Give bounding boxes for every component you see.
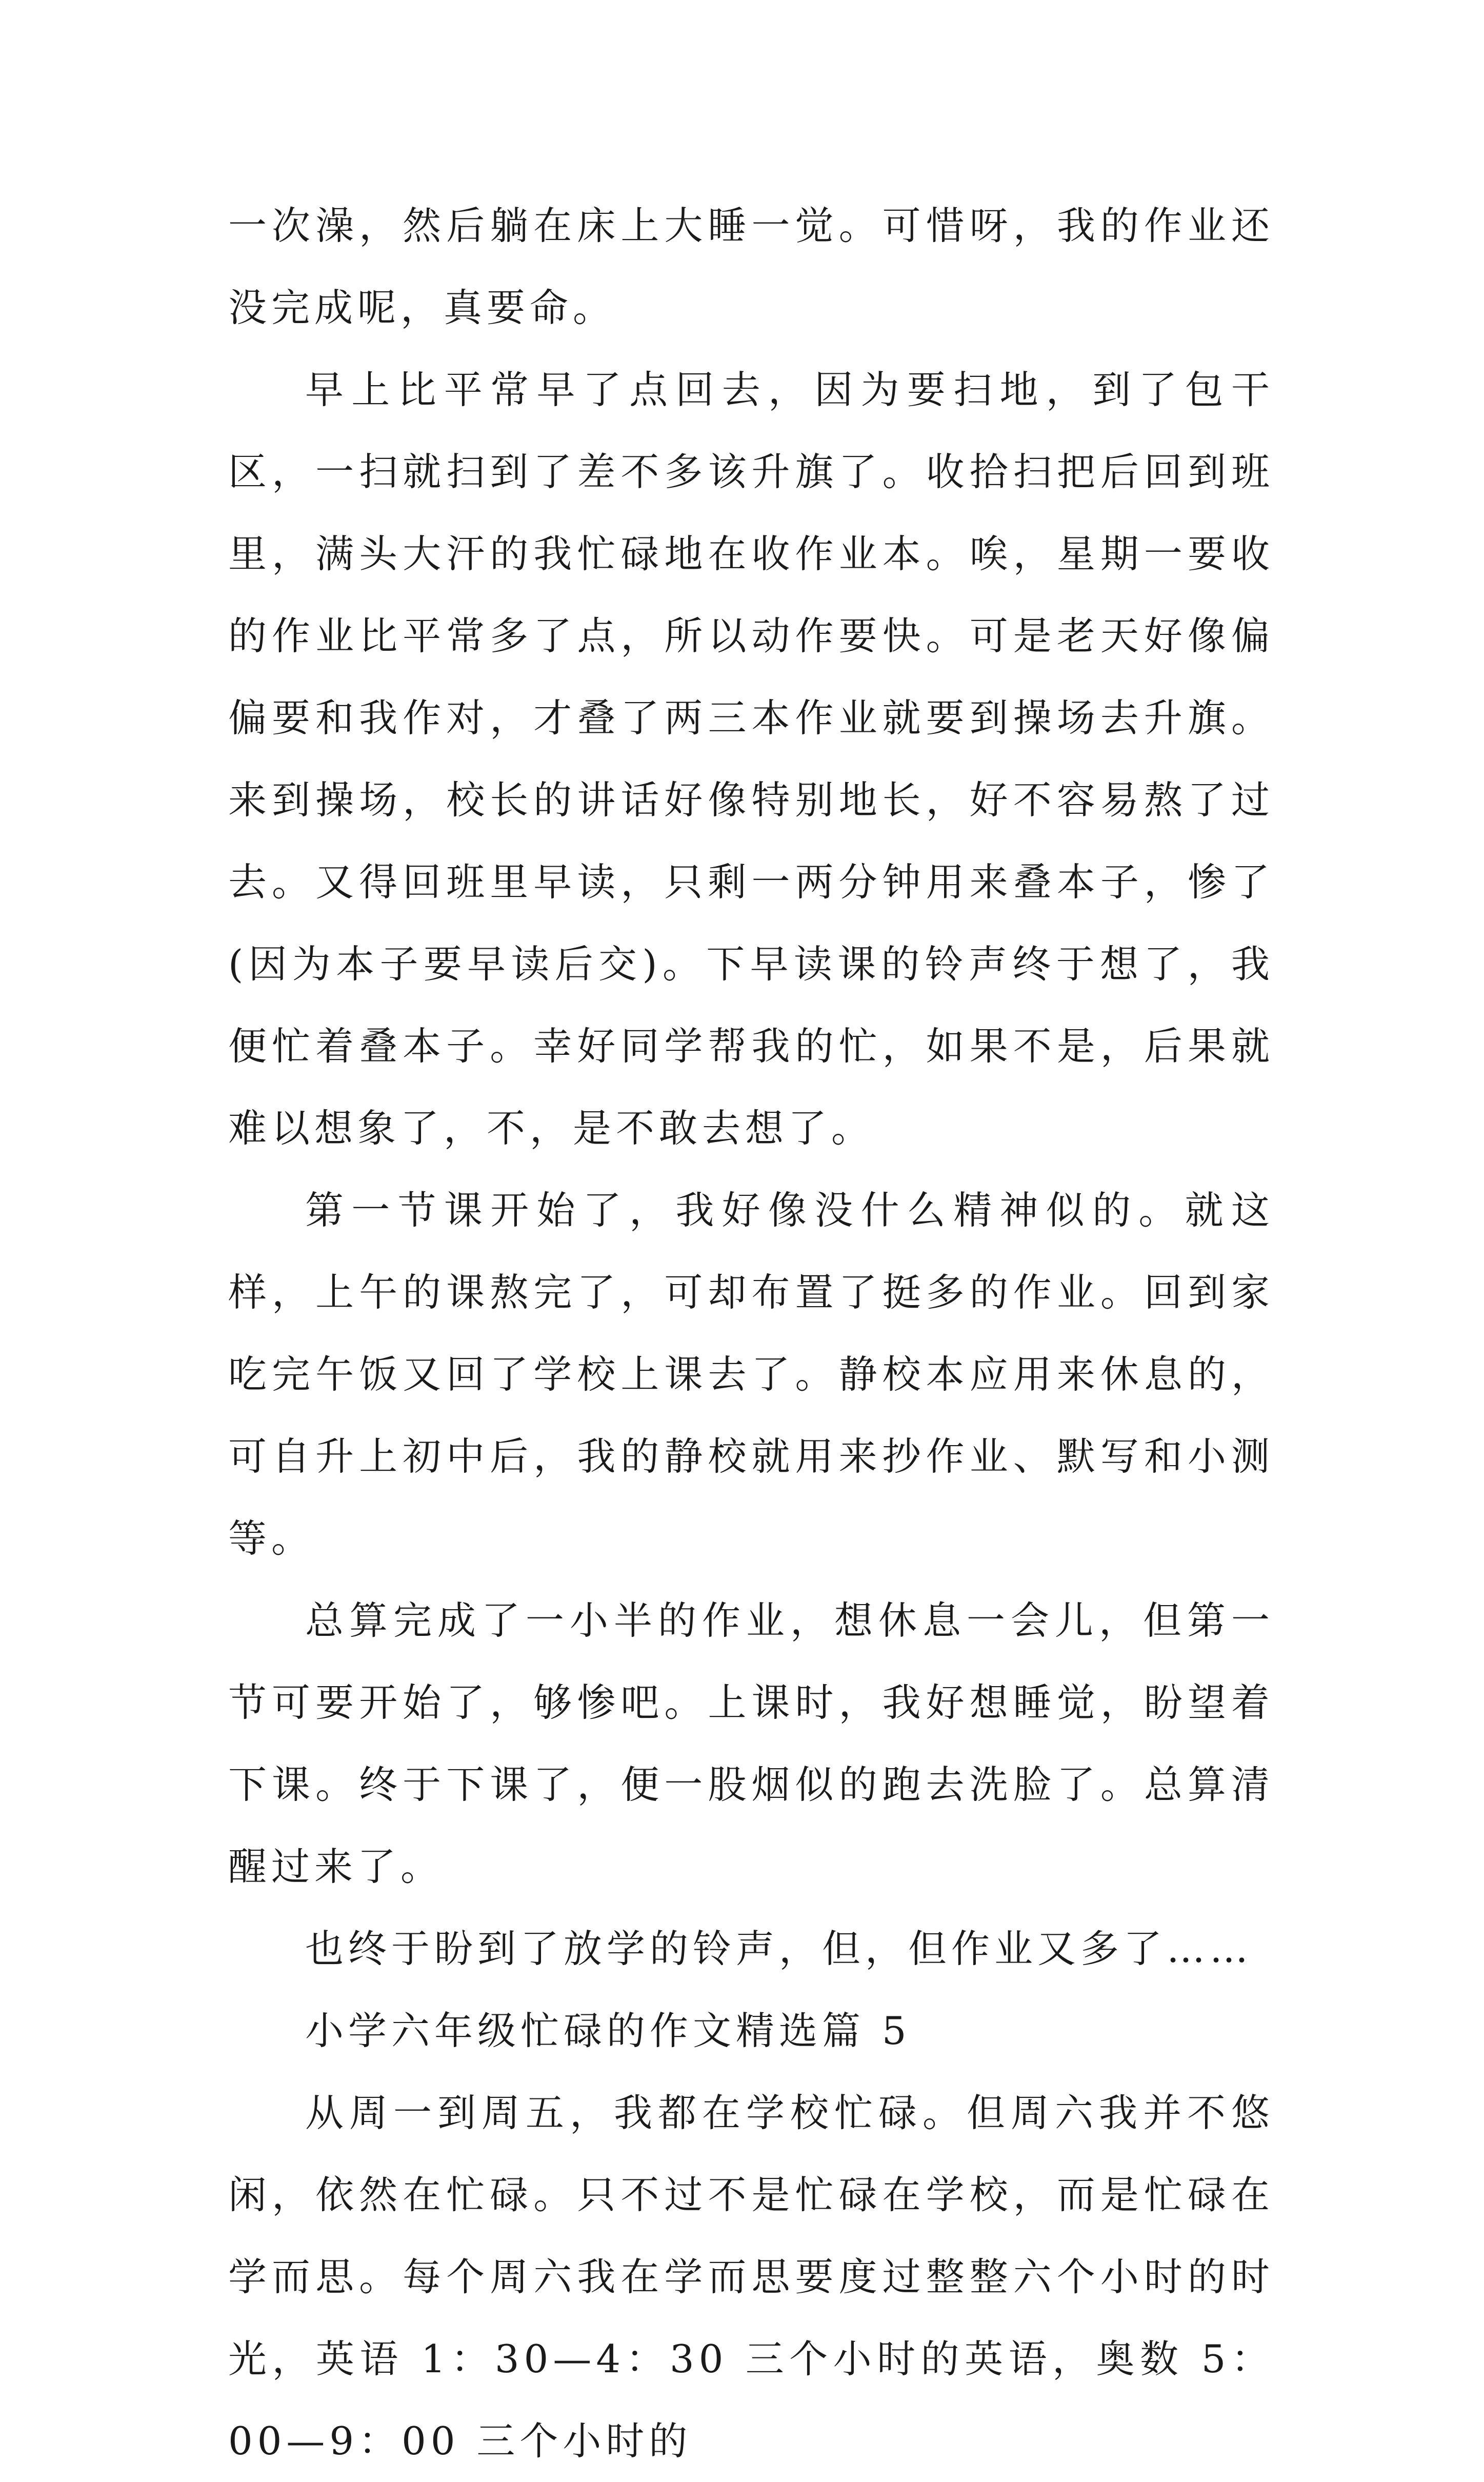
paragraph-first-class: 第一节课开始了，我好像没什么精神似的。就这样，上午的课熬完了，可却布置了挺多的作业。回到家吃完午饭又回了学校上课去了。静校本应用来休息的，可自升上初中后，我的静校就用来抄作业、默写和小测等。: [228, 1188, 1274, 1561]
paragraph-weekend: 从周一到周五，我都在学校忙碌。但周六我并不悠闲，依然在忙碌。只不过不是忙碌在学校，而是忙碌在学而思。每个周六我在学而思要度过整整六个小时的时光，英语 1：30—4：30 三个小时的英语，奥数 5：00—9：00 三个小时的: [228, 2090, 1274, 2464]
paragraph-continuation: 一次澡，然后躺在床上大睡一觉。可惜呀，我的作业还没完成呢，真要命。: [228, 203, 1274, 330]
paragraph-dismissal: 也终于盼到了放学的铃声，但，但作业又多了……: [305, 1926, 1253, 1971]
essay-heading: 小学六年级忙碌的作文精选篇 5: [305, 2008, 911, 2053]
paragraph-afternoon: 总算完成了一小半的作业，想休息一会儿，但第一节可要开始了，够惨吧。上课时，我好想睡觉，盼望着下课。终于下课了，便一股烟似的跑去洗脸了。总算清醒过来了。: [228, 1598, 1274, 1889]
essay-body: [228, 185, 1274, 2482]
paragraph-morning: 早上比平常早了点回去，因为要扫地，到了包干区，一扫就扫到了差不多该升旗了。收拾扫把后回到班里，满头大汗的我忙碌地在收作业本。唉，星期一要收的作业比平常多了点，所以动作要快。可是老天好像偏偏要和我作对，才叠了两三本作业就要到操场去升旗。来到操场，校长的讲话好像特别地长，好不容易熬了过去。又得回班里早读，只剩一两分钟用来叠本子，惨了(因为本子要早读后交)。下早读课的铃声终于想了，我便忙着叠本子。幸好同学帮我的忙，如果不是，后果就难以想象了，不，是不敢去想了。: [228, 367, 1274, 1151]
